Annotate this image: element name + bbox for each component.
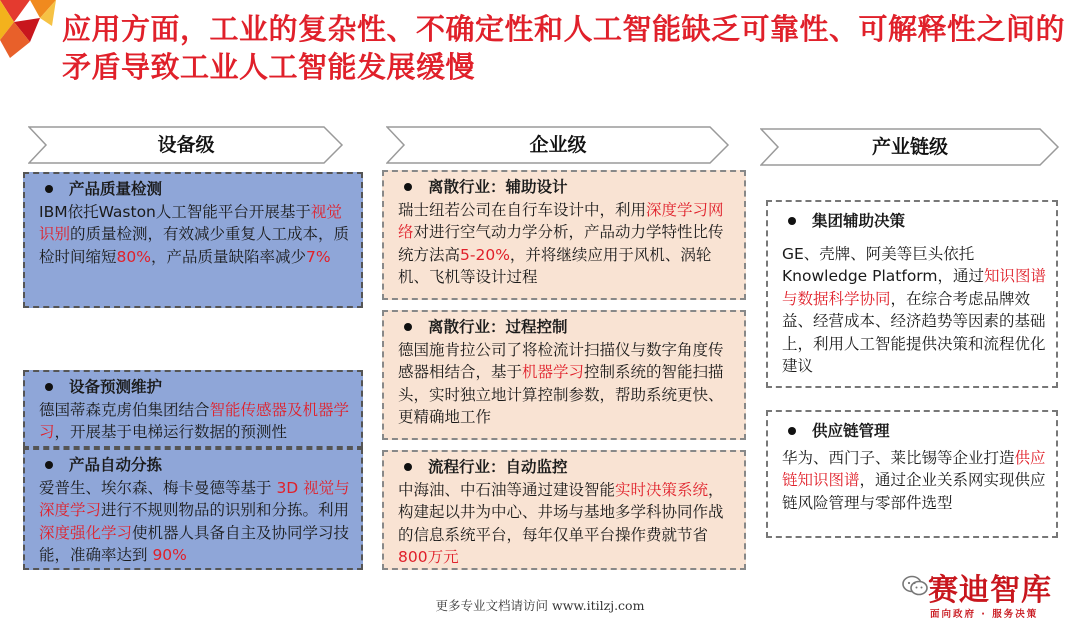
highlight-text: 深度强化学习: [39, 523, 133, 542]
highlight-text: 800万元: [398, 548, 459, 566]
body-text: IBM依托Waston人工智能平台开展基于: [39, 202, 311, 221]
card-text: [782, 447, 1046, 515]
card-group-decision: [766, 200, 1058, 388]
highlight-text: 供应链知识图谱: [782, 448, 1046, 489]
body-text: ，通过企业关系网实现供应链风险管理与零部件选型: [782, 471, 1046, 512]
bullet-icon: [45, 383, 53, 391]
body-text: 德国施肯拉公司了将检流计扫描仪与数字角度传感器相结合，基于: [398, 340, 724, 381]
card-heading: 产品自动分拣: [69, 456, 163, 474]
bullet-icon: [788, 217, 796, 225]
column-header-chain: 产业链级: [760, 128, 1060, 166]
body-text: ，产品质量缺陷率减少: [150, 247, 306, 266]
footer-link-text: 更多专业文档请访问 www.itilzj.com: [435, 598, 645, 613]
red-geometric-logo-icon: [0, 0, 56, 60]
body-text: 对进行空气动力学分析，产品动力学特性比传统方法高: [398, 223, 724, 264]
highlight-text: 视觉识别: [39, 202, 342, 243]
highlight-text: 7%: [305, 247, 331, 266]
body-text: ，并将继续应用于风机、涡轮机、飞机等设计过程: [398, 245, 712, 286]
wechat-icon: [902, 575, 928, 597]
card-heading: 离散行业：过程控制: [428, 318, 568, 336]
card-text: [398, 199, 734, 289]
highlight-text: 智能传感器及机器学习: [39, 400, 350, 441]
brand-slogan: 面向政府 · 服务决策: [930, 609, 1039, 620]
bullet-icon: [788, 427, 796, 435]
card-heading: 离散行业：辅助设计: [428, 178, 568, 196]
card-text: [39, 201, 351, 269]
card-supply-chain: [766, 410, 1058, 538]
highlight-text: 机器学习: [522, 363, 585, 381]
bullet-icon: [404, 183, 412, 191]
card-text: [398, 339, 734, 429]
body-text: 的质量检测，有效减少重复人工成本，质检时间缩短: [39, 225, 350, 266]
card-product-quality: [23, 172, 363, 308]
body-text: 控制系统的智能扫描头，实时独立地计算控制参数，帮助系统更快、更精确地工作: [398, 363, 724, 426]
card-text: [398, 479, 734, 569]
bullet-icon: [404, 323, 412, 331]
body-text: ，构建起以井为中心、井场与基地多学科协同作战的信息系统平台，每年仅单平台操作费就节省: [398, 480, 724, 544]
bullet-icon: [45, 185, 53, 193]
highlight-text: 5-20%: [460, 245, 510, 264]
highlight-text: 3D 视觉与深度学习: [39, 478, 350, 519]
body-text: 进行不规则物品的识别和分拣。利用: [101, 501, 350, 519]
brand-logo: [900, 565, 1070, 625]
highlight-text: 实时决策系统: [615, 480, 709, 499]
bullet-icon: [45, 461, 53, 469]
highlight-text: 深度学习网络: [398, 200, 724, 241]
card-heading: 设备预测维护: [69, 378, 163, 396]
body-text: 使机器人具备自主及协同学习技能，准确率达到: [39, 523, 350, 564]
card-heading: 供应链管理: [812, 422, 890, 440]
card-predictive-maintenance: [23, 370, 363, 448]
card-auto-monitoring: [382, 450, 746, 570]
highlight-text: 知识图谱与数据科学协同: [782, 267, 1047, 308]
bullet-icon: [404, 463, 412, 471]
body-text: ，开展基于电梯运行数据的预测性: [54, 423, 288, 441]
brand-name: 赛迪智库: [928, 573, 1052, 608]
card-assisted-design: [382, 170, 746, 300]
card-text: [39, 399, 351, 444]
body-text: 瑞士纽若公司在自行车设计中，利用: [398, 200, 647, 219]
column-header-device: 设备级: [28, 126, 344, 164]
body-text: ，在综合考虑品牌效益、经营成本、经济趋势等因素的基础上，利用人工智能提供决策和流程优化建议: [782, 289, 1046, 375]
highlight-text: 90%: [152, 546, 187, 564]
body-text: GE、壳牌、阿美等巨头依托Knowledge Platform，通过: [782, 244, 984, 285]
body-text: 德国蒂森克虏伯集团结合: [39, 400, 210, 419]
card-text: [782, 243, 1046, 378]
card-heading: 集团辅助决策: [812, 212, 906, 230]
page-title: 应用方面，工业的复杂性、不确定性和人工智能缺乏可靠性、可解释性之间的矛盾导致工业人工智能发展缓慢: [62, 12, 1066, 84]
highlight-text: 80%: [116, 247, 151, 266]
card-process-control: [382, 310, 746, 440]
card-heading: 产品质量检测: [69, 180, 163, 198]
card-auto-sorting: [23, 448, 363, 570]
card-heading: 流程行业：自动监控: [428, 458, 568, 476]
card-text: [39, 477, 351, 567]
body-text: 华为、西门子、莱比锡等企业打造: [782, 448, 1015, 467]
body-text: 中海油、中石油等通过建设智能: [398, 480, 616, 499]
body-text: 爱普生、埃尔森、梅卡曼德等基于: [39, 478, 277, 497]
column-header-enterprise: 企业级: [386, 126, 730, 164]
